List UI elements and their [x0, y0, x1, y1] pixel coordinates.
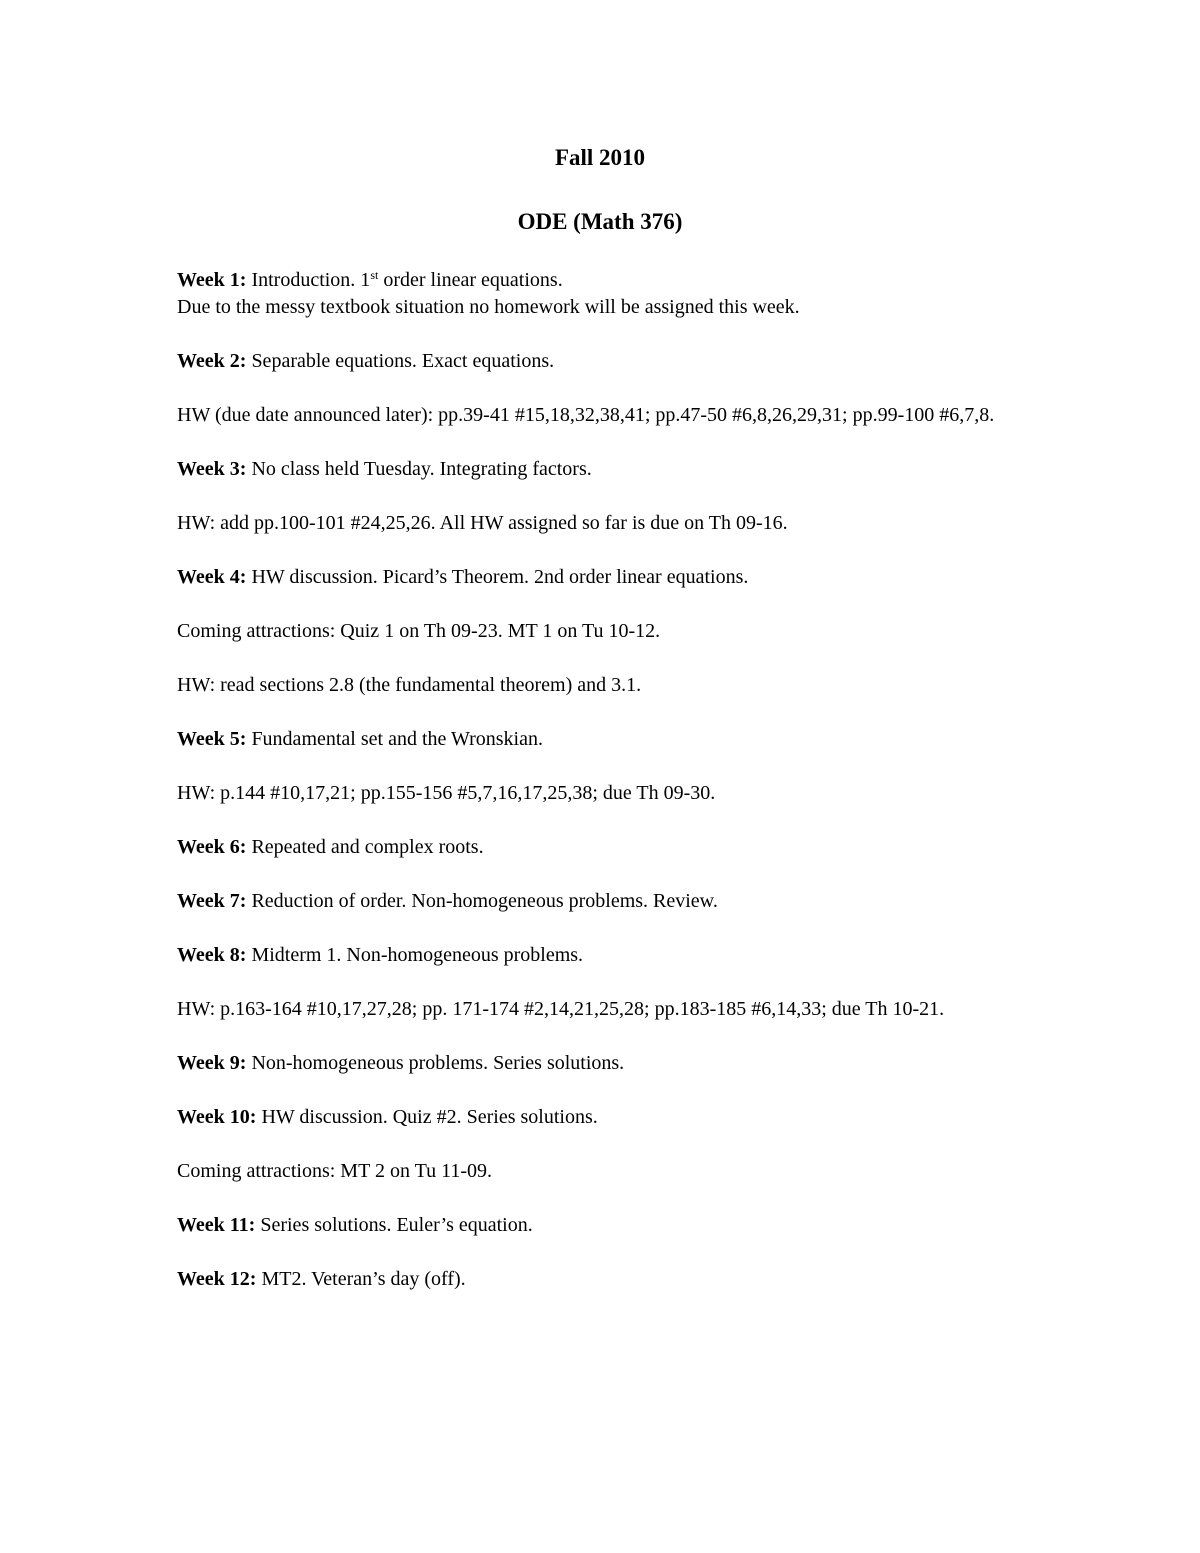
week-10-entry [177, 1104, 1037, 1131]
week-7-entry [177, 888, 1037, 915]
week-label: Week 4: [177, 566, 247, 588]
week-text: Fundamental set and the Wronskian. [251, 728, 543, 750]
week-text: Non-homogeneous problems. Series solutions. [251, 1052, 625, 1074]
week-text: No class held Tuesday. Integrating factors. [251, 458, 592, 480]
week-12-entry [177, 1266, 1037, 1293]
week-8-homework: HW: p.163-164 #10,17,27,28; pp. 171-174 #2,14,21,25,28; pp.183-185 #6,14,33; due Th 10-21. [177, 998, 945, 1020]
week-11-entry [177, 1212, 1037, 1239]
week-text: MT2. Veteran’s day (off). [261, 1268, 466, 1290]
week-2-homework: HW (due date announced later): pp.39-41 #15,18,32,38,41; pp.47-50 #6,8,26,29,31; pp.99-100 #6,7,8. [177, 404, 995, 426]
week-4-entry [177, 564, 1037, 591]
week-10-coming-attractions: Coming attractions: MT 2 on Tu 11-09. [177, 1160, 493, 1182]
document-title: Fall 2010 [554, 145, 646, 170]
week-label: Week 11: [177, 1214, 256, 1236]
superscript: st [370, 268, 379, 282]
week-text: Midterm 1. Non-homogeneous problems. [251, 944, 584, 966]
week-label: Week 8: [177, 944, 247, 966]
week-6-entry [177, 834, 1037, 861]
week-5-homework: HW: p.144 #10,17,21; pp.155-156 #5,7,16,17,25,38; due Th 09-30. [177, 782, 716, 804]
week-text-continued: order linear equations. [378, 269, 563, 291]
week-label: Week 12: [177, 1268, 257, 1290]
week-label: Week 10: [177, 1106, 257, 1128]
week-label: Week 3: [177, 458, 247, 480]
week-8-entry [177, 942, 1037, 969]
week-text: Introduction. 1 [251, 269, 371, 291]
week-5-entry [177, 726, 1037, 753]
week-text: HW discussion. Quiz #2. Series solutions. [261, 1106, 598, 1128]
week-text: Repeated and complex roots. [251, 836, 484, 858]
week-2-entry [177, 348, 1037, 375]
course-title: ODE (Math 376) [517, 209, 683, 234]
week-label: Week 7: [177, 890, 247, 912]
week-3-entry [177, 456, 1037, 483]
week-label: Week 9: [177, 1052, 247, 1074]
week-3-homework: HW: add pp.100-101 #24,25,26. All HW assigned so far is due on Th 09-16. [177, 512, 788, 534]
week-4-coming-attractions: Coming attractions: Quiz 1 on Th 09-23. MT 1 on Tu 10-12. [177, 620, 661, 642]
week-4-homework: HW: read sections 2.8 (the fundamental theorem) and 3.1. [177, 674, 642, 696]
week-text: Reduction of order. Non-homogeneous problems. Review. [251, 890, 718, 912]
week-label: Week 1: [177, 269, 247, 291]
week-text: HW discussion. Picard’s Theorem. 2nd order linear equations. [251, 566, 749, 588]
week-text: Separable equations. Exact equations. [251, 350, 555, 372]
week-label: Week 2: [177, 350, 247, 372]
week-9-entry [177, 1050, 1037, 1077]
syllabus-body [177, 267, 1037, 1320]
week-1-entry [177, 267, 1037, 321]
week-label: Week 6: [177, 836, 247, 858]
week-label: Week 5: [177, 728, 247, 750]
week-text: Series solutions. Euler’s equation. [260, 1214, 533, 1236]
week-note: Due to the messy textbook situation no homework will be assigned this week. [177, 296, 800, 318]
